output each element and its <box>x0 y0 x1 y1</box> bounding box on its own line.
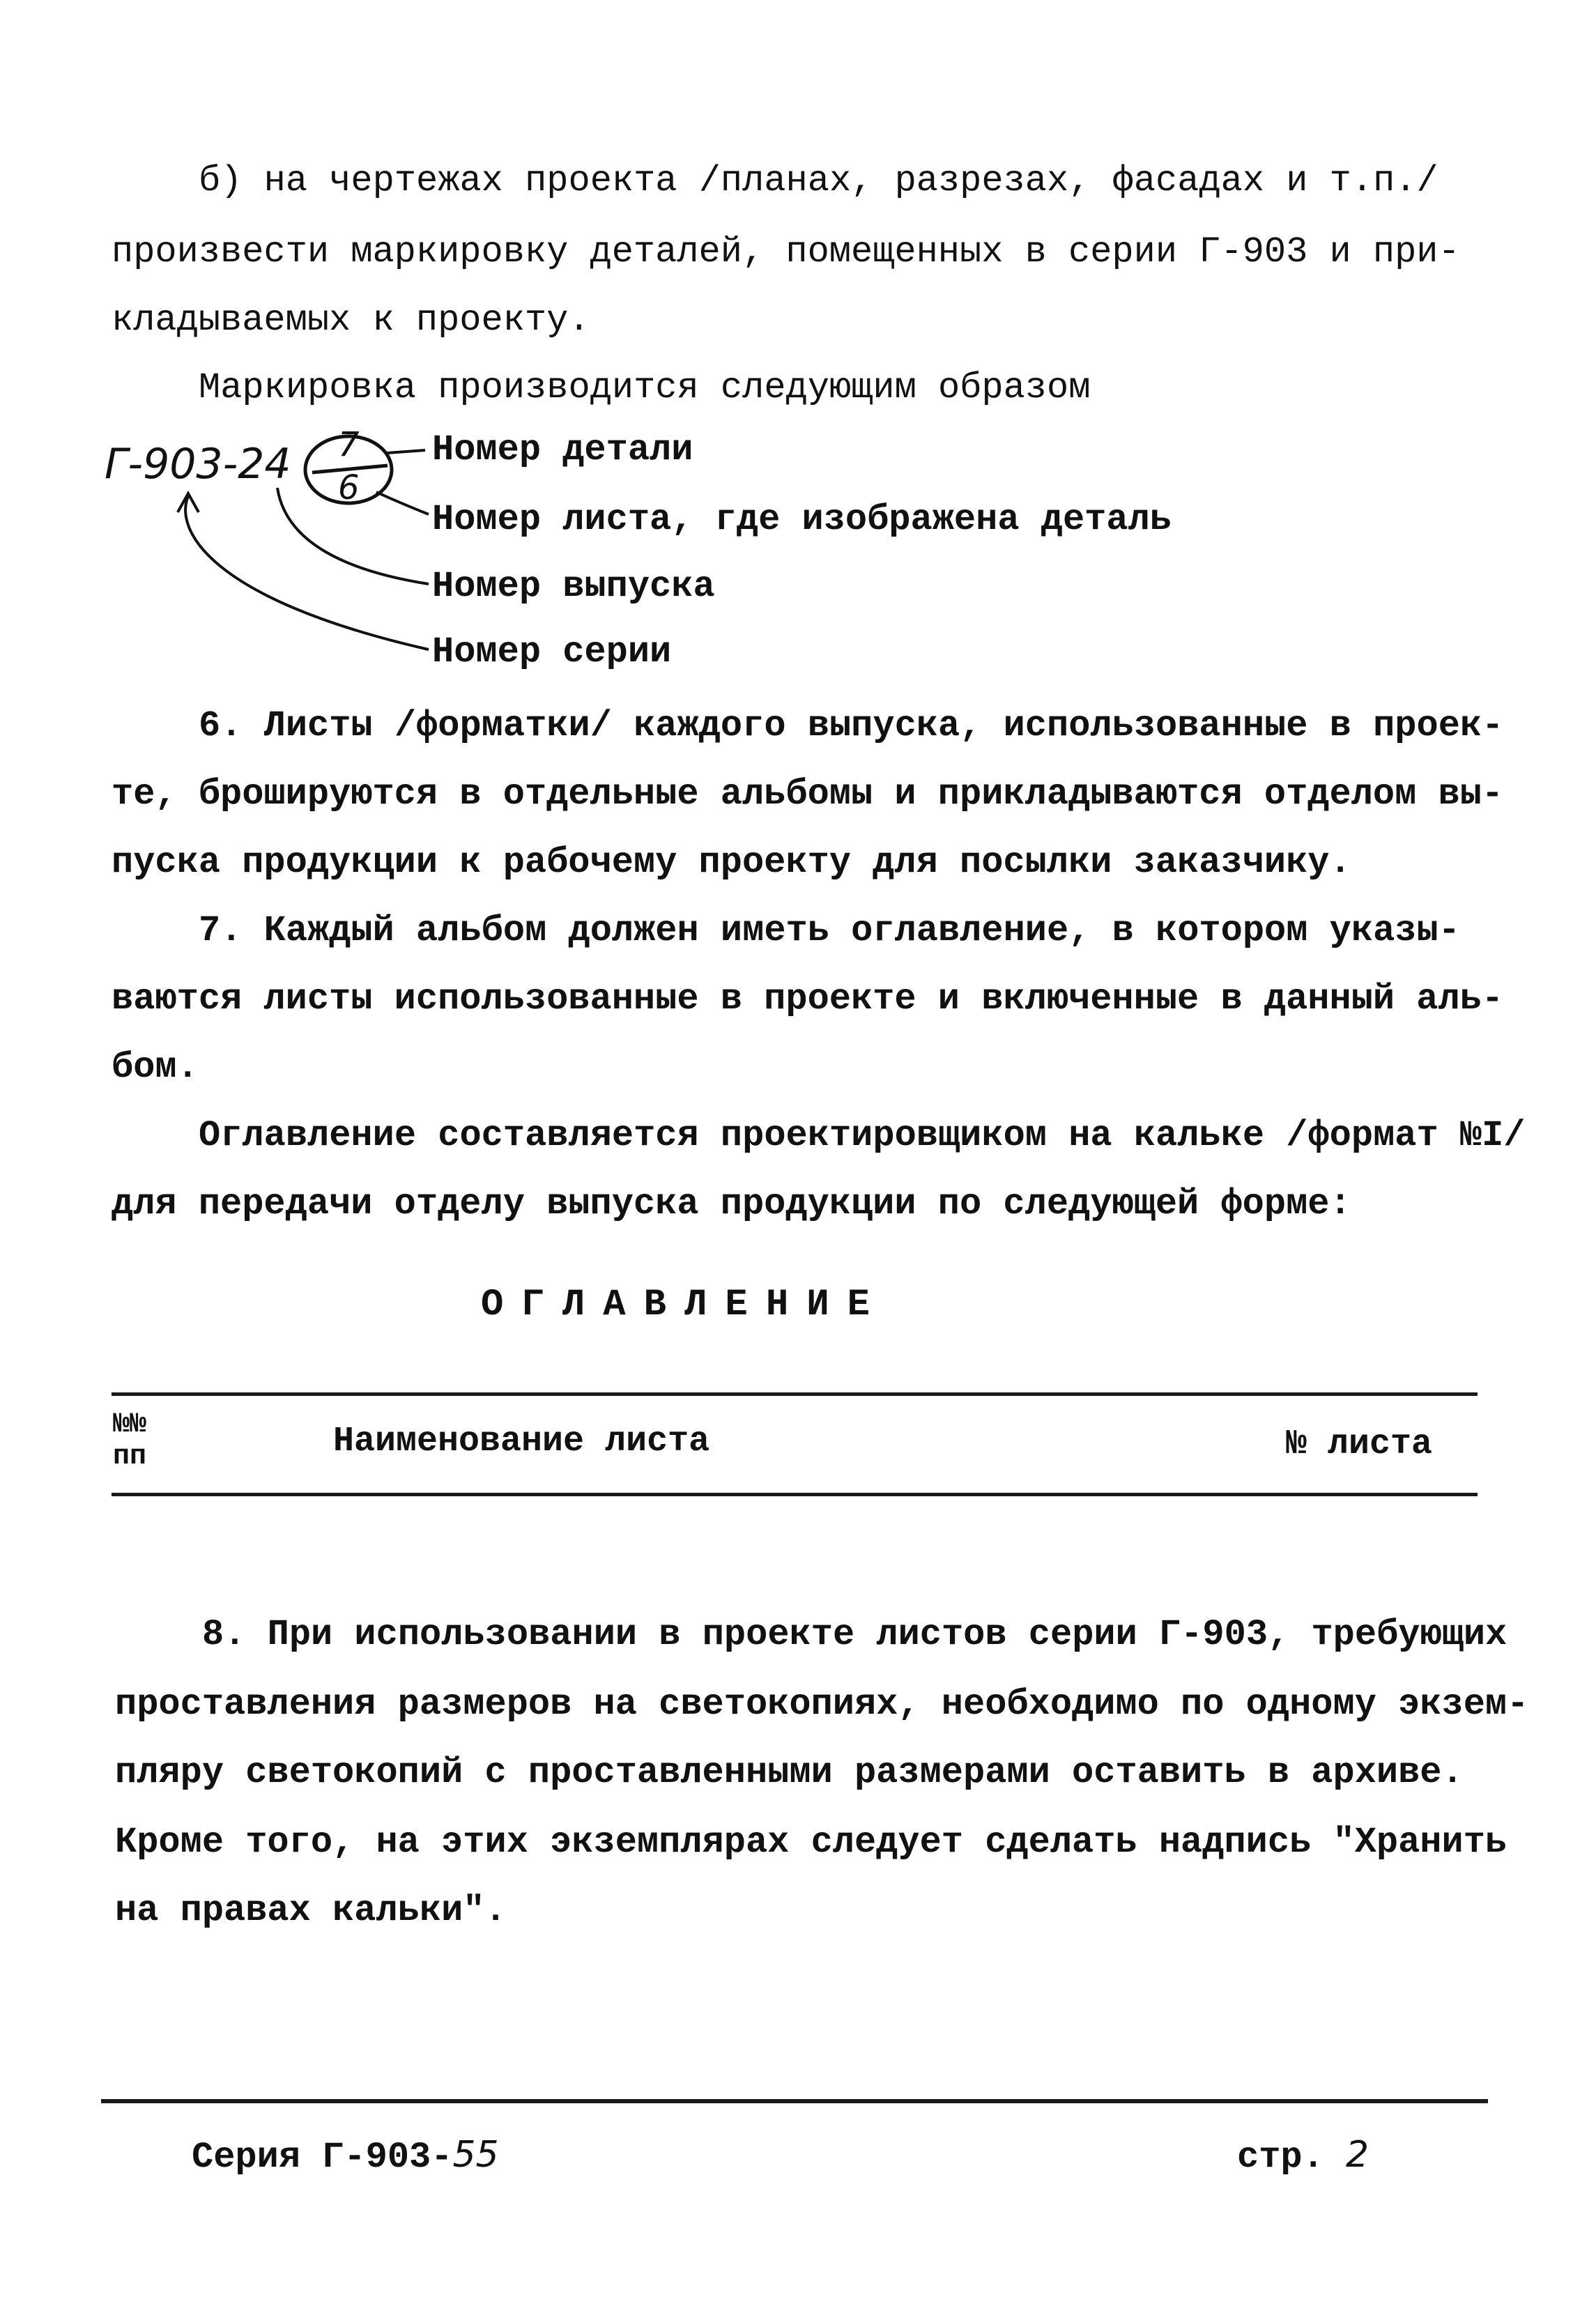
marking-code: Г-903-24 <box>105 440 291 489</box>
marking-arrows-drawing <box>0 0 1596 697</box>
footer-page-number: 2 <box>1346 2134 1369 2176</box>
item-7-line-1: 7. Каждый альбом должен иметь оглавление, в котором указы- <box>199 910 1460 951</box>
item-8-line-2: проставления размеров на светокопиях, необходимо по одному экзем- <box>115 1684 1529 1725</box>
toc-col-sheet: № листа <box>1286 1424 1433 1464</box>
marking-intro: Маркировка производится следующим образом <box>199 367 1091 408</box>
paragraph-b-line-2: произвести маркировку деталей, помещенных в серии Г-903 и при- <box>112 231 1460 272</box>
item-8-line-3: пляру светокопий с проставленными размерами оставить в архиве. <box>115 1752 1464 1793</box>
marking-circle-bottom-number: 6 <box>338 468 360 507</box>
marking-label-sheet-number: Номер листа, где изображена деталь <box>432 499 1172 540</box>
item-6-line-3: пуска продукции к рабочему проекту для посылки заказчику. <box>112 842 1351 883</box>
toc-top-rule <box>112 1392 1478 1396</box>
marking-circle-top-number: 7 <box>338 425 360 464</box>
toc-bottom-rule <box>112 1493 1478 1496</box>
item-6-line-2: те, брошируются в отдельные альбомы и прикладываются отделом вы- <box>112 774 1504 815</box>
footer-series <box>192 2133 499 2180</box>
item-8-line-5: на правах кальки". <box>115 1890 507 1931</box>
item-7-line-3: бом. <box>112 1047 199 1088</box>
item-7-line-2: ваются листы использованные в проекте и включенные в данный аль- <box>112 978 1504 1020</box>
footer-page <box>1237 2133 1369 2180</box>
footer-page-label: стр. <box>1237 2137 1324 2178</box>
paragraph-b-line-1: б) на чертежах проекта /планах, разрезах, фасадах и т.п./ <box>199 160 1438 201</box>
item-6-line-1: 6. Листы /форматки/ каждого выпуска, использованные в проек- <box>199 705 1504 746</box>
toc-title: ОГЛАВЛЕНИЕ <box>481 1284 889 1326</box>
footer-rule <box>101 2099 1488 2103</box>
toc-col-number-bottom: пп <box>113 1441 147 1473</box>
arrowhead-series <box>178 493 199 512</box>
footer-series-label: Серия Г-903- <box>192 2137 453 2178</box>
item-8-line-1: 8. При использовании в проекте листов серии Г-903, требующих <box>202 1614 1507 1655</box>
marking-label-series-number: Номер серии <box>432 631 672 673</box>
leader-sheet-number <box>376 492 429 514</box>
paragraph-b-line-3: кладываемых к проекту. <box>112 300 590 341</box>
footer-series-issue: 55 <box>452 2134 499 2176</box>
leader-detail-number <box>387 450 425 453</box>
leader-series-number <box>185 496 429 650</box>
item-8-line-4: Кроме того, на этих экземплярах следует сделать надпись "Хранить <box>115 1822 1507 1863</box>
toc-note-line-2: для передачи отделу выпуска продукции по следующей форме: <box>112 1183 1351 1224</box>
toc-col-name: Наименование листа <box>333 1422 710 1461</box>
marking-label-issue-number: Номер выпуска <box>432 566 715 607</box>
toc-note-line-1: Оглавление составляется проектировщиком на кальке /формат №I/ <box>199 1115 1526 1156</box>
toc-col-number-top: №№ <box>113 1409 147 1441</box>
marking-label-detail-number: Номер детали <box>432 429 693 470</box>
